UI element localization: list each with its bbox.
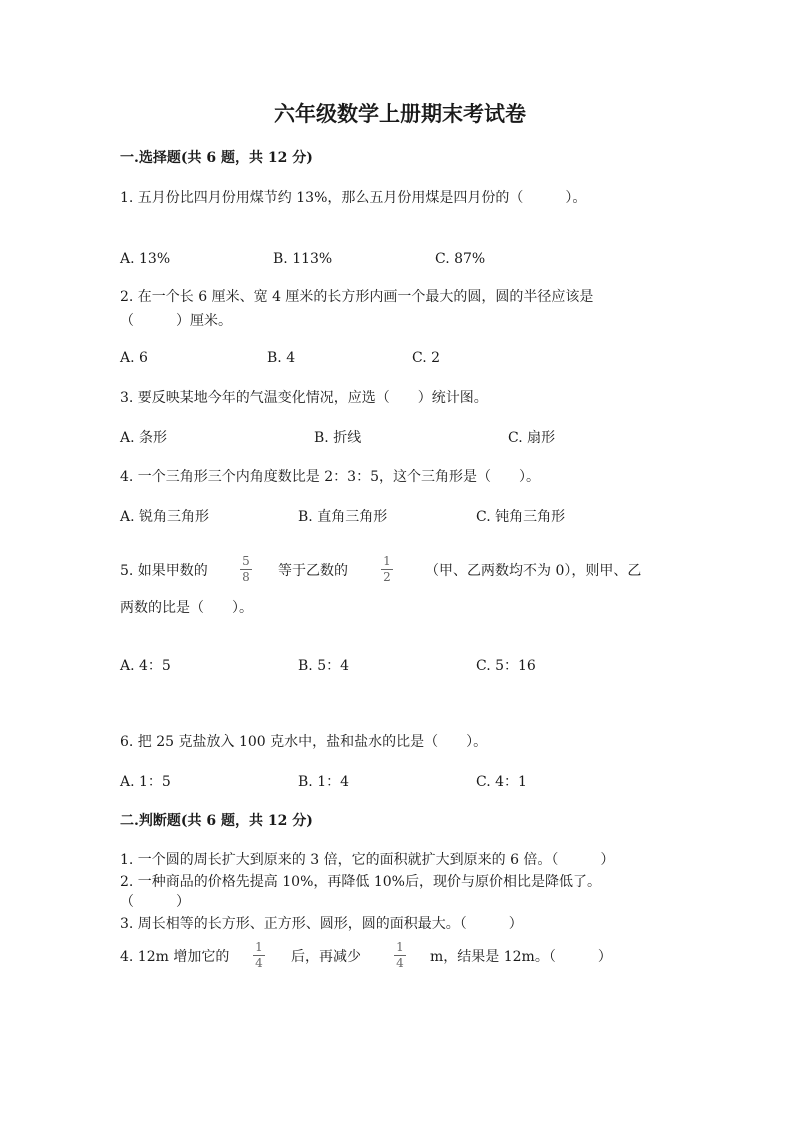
fraction-numerator: 1: [383, 554, 391, 568]
question-5-part-3: （甲、乙两数均不为 0），则甲、乙: [425, 563, 642, 579]
judgement-4-part-3: m，结果是 12m。（ ）: [430, 949, 612, 965]
question-3-option-c: C. 扇形: [508, 430, 556, 446]
question-2-line-1: 2. 在一个长 6 厘米、宽 4 厘米的长方形内画一个最大的圆，圆的半径应该是: [120, 289, 594, 305]
judgement-2-line-2: （ ）: [120, 894, 190, 910]
question-4-option-c: C. 钝角三角形: [476, 509, 566, 525]
question-5-fraction-2: [381, 555, 393, 584]
judgement-4-fraction-2: [394, 941, 406, 970]
judgement-2-line-1: 2. 一种商品的价格先提高 10%，再降低 10%后，现价与原价相比是降低了。: [120, 874, 601, 890]
question-6-option-b: B. 1：4: [298, 774, 350, 790]
page-title: 六年级数学上册期末考试卷: [274, 101, 526, 126]
fraction-numerator: 5: [242, 554, 250, 568]
fraction-denominator: 4: [255, 956, 263, 970]
question-5-line-2: 两数的比是（ ）。: [120, 600, 253, 616]
fraction-denominator: 2: [383, 570, 391, 584]
question-6-option-c: C. 4：1: [476, 774, 527, 790]
question-4-option-a: A. 锐角三角形: [120, 509, 210, 525]
question-2-option-c: C. 2: [412, 350, 441, 366]
fraction-denominator: 4: [396, 956, 404, 970]
fraction-numerator: 1: [396, 940, 404, 954]
question-2-line-2: （ ）厘米。: [120, 313, 232, 329]
question-5-option-b: B. 5：4: [298, 658, 350, 674]
question-5-option-a: A. 4：5: [120, 658, 171, 674]
question-3-option-b: B. 折线: [314, 430, 362, 446]
question-5-part-2: 等于乙数的: [278, 563, 348, 579]
question-5-option-c: C. 5：16: [476, 658, 536, 674]
judgement-4-part-1: 4. 12m 增加它的: [120, 949, 230, 965]
question-1-text: 1. 五月份比四月份用煤节约 13%，那么五月份用煤是四月份的（ ）。: [120, 190, 587, 206]
judgement-3-text: 3. 周长相等的长方形、正方形、圆形，圆的面积最大。（ ）: [120, 916, 523, 932]
judgement-1-text: 1. 一个圆的周长扩大到原来的 3 倍，它的面积就扩大到原来的 6 倍。（ ）: [120, 852, 615, 868]
question-4-option-b: B. 直角三角形: [298, 509, 388, 525]
judgement-4-part-2: 后，再减少: [291, 949, 361, 965]
question-4-text: 4. 一个三角形三个内角度数比是 2：3：5，这个三角形是（ ）。: [120, 469, 540, 485]
fraction-denominator: 8: [242, 570, 250, 584]
question-6-option-a: A. 1：5: [120, 774, 171, 790]
question-1-option-b: B. 113%: [273, 251, 333, 267]
question-1-option-a: A. 13%: [120, 251, 171, 267]
question-2-option-a: A. 6: [120, 350, 148, 366]
fraction-numerator: 1: [255, 940, 263, 954]
question-1-option-c: C. 87%: [435, 251, 486, 267]
question-5-fraction-1: [240, 555, 252, 584]
section-heading-choice: 一.选择题(共 6 题，共 12 分): [120, 150, 313, 166]
question-3-option-a: A. 条形: [120, 430, 168, 446]
question-6-text: 6. 把 25 克盐放入 100 克水中，盐和盐水的比是（ ）。: [120, 734, 488, 750]
judgement-4-fraction-1: [253, 941, 265, 970]
section-heading-judgement: 二.判断题(共 6 题，共 12 分): [120, 813, 313, 829]
question-3-text: 3. 要反映某地今年的气温变化情况，应选（ ）统计图。: [120, 390, 488, 406]
question-5-part-1: 5. 如果甲数的: [120, 563, 208, 579]
question-2-option-b: B. 4: [267, 350, 296, 366]
